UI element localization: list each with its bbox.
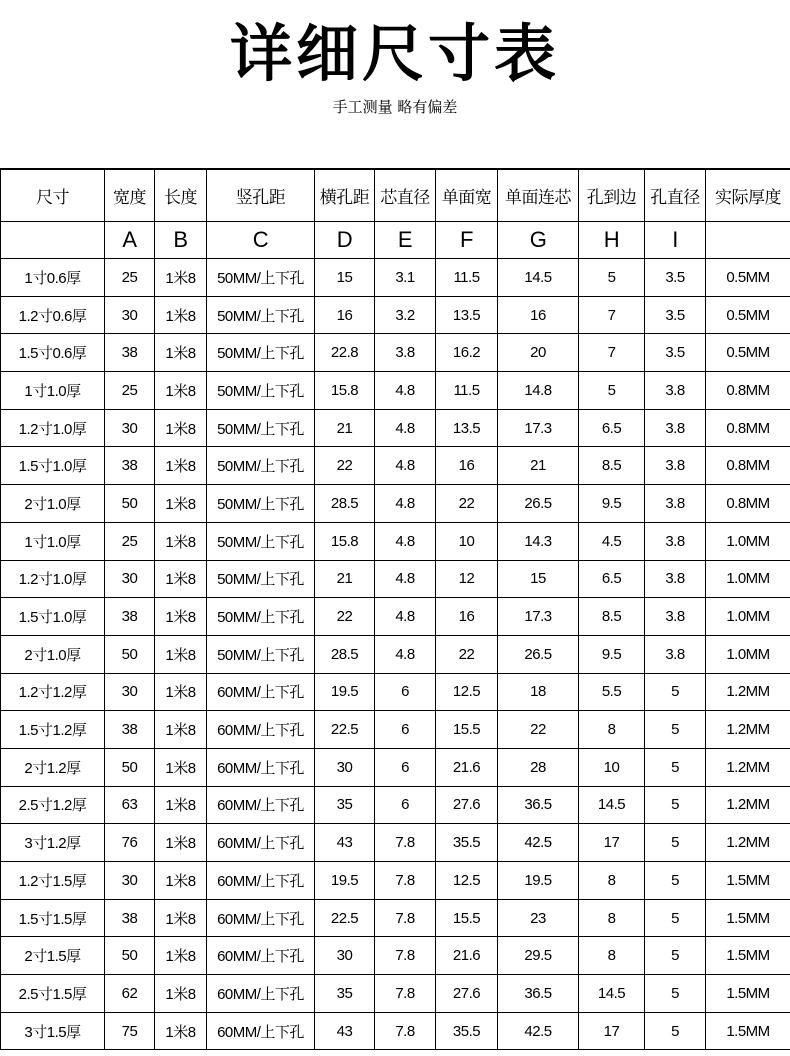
table-cell: 5 [645,899,706,937]
table-cell: 12 [436,560,498,598]
table-cell: 1.2MM [706,673,790,711]
table-cell: 21.6 [436,937,498,975]
table-cell: 1米8 [155,748,207,786]
table-cell: 7.8 [375,824,436,862]
column-letter: F [436,222,498,259]
table-cell: 1米8 [155,259,207,297]
table-cell: 1米8 [155,711,207,749]
table-cell: 50MM/上下孔 [207,259,315,297]
table-cell: 3.8 [645,522,706,560]
table-cell: 1.2寸1.2厚 [1,673,105,711]
table-cell: 8.5 [579,447,645,485]
table-cell: 60MM/上下孔 [207,748,315,786]
table-row [1,334,790,372]
column-letter: B [155,222,207,259]
table-cell: 6.5 [579,409,645,447]
table-cell: 1.2寸0.6厚 [1,296,105,334]
table-cell: 4.8 [375,447,436,485]
table-cell: 38 [105,899,155,937]
table-cell: 38 [105,447,155,485]
table-cell: 7 [579,334,645,372]
table-cell: 1.5寸1.5厚 [1,899,105,937]
table-cell: 15.5 [436,711,498,749]
table-cell: 1.2MM [706,711,790,749]
table-row [1,1012,790,1050]
table-cell: 16 [436,447,498,485]
table-cell: 1米8 [155,1012,207,1050]
table-cell: 22.8 [315,334,375,372]
column-letter: C [207,222,315,259]
table-cell: 1.0MM [706,635,790,673]
table-cell: 21 [315,560,375,598]
table-row [1,259,790,297]
table-cell: 13.5 [436,296,498,334]
page-title: 详细尺寸表 [229,17,560,90]
table-cell: 10 [579,748,645,786]
table-row [1,409,790,447]
table-cell: 1.0MM [706,598,790,636]
table-cell: 35.5 [436,1012,498,1050]
table-row [1,522,790,560]
table-cell: 21 [315,409,375,447]
table-cell: 21.6 [436,748,498,786]
table-cell: 4.8 [375,409,436,447]
table-cell: 25 [105,259,155,297]
table-cell: 18 [498,673,579,711]
table-cell: 60MM/上下孔 [207,824,315,862]
table-cell: 38 [105,334,155,372]
table-cell: 3.8 [645,372,706,410]
table-cell: 6.5 [579,560,645,598]
table-cell: 8 [579,937,645,975]
table-cell: 35 [315,975,375,1013]
table-cell: 1米8 [155,937,207,975]
table-cell: 22 [498,711,579,749]
table-cell: 4.8 [375,635,436,673]
table-cell: 1.2MM [706,786,790,824]
table-cell: 1米8 [155,824,207,862]
table-cell: 0.5MM [706,334,790,372]
table-cell: 0.5MM [706,259,790,297]
table-cell: 38 [105,711,155,749]
table-cell: 20 [498,334,579,372]
table-row [1,748,790,786]
column-letter: I [645,222,706,259]
table-cell: 1米8 [155,673,207,711]
table-cell: 25 [105,522,155,560]
table-cell: 50 [105,748,155,786]
table-row [1,937,790,975]
column-letter: D [315,222,375,259]
table-cell: 5 [645,862,706,900]
table-cell: 16.2 [436,334,498,372]
table-cell: 5 [645,748,706,786]
table-cell: 1寸0.6厚 [1,259,105,297]
table-cell: 1.5寸1.0厚 [1,447,105,485]
table-cell: 22 [315,598,375,636]
table-cell: 1米8 [155,334,207,372]
table-cell: 1.5寸1.2厚 [1,711,105,749]
table-cell: 50MM/上下孔 [207,409,315,447]
table-cell: 6 [375,748,436,786]
table-cell: 1.2寸1.0厚 [1,560,105,598]
table-cell: 15.5 [436,899,498,937]
table-cell: 3.5 [645,296,706,334]
table-cell: 3.1 [375,259,436,297]
table-cell: 1寸1.0厚 [1,522,105,560]
table-row [1,447,790,485]
table-cell: 1.5MM [706,937,790,975]
table-cell: 5 [645,975,706,1013]
table-cell: 17.3 [498,409,579,447]
table-cell: 22 [436,485,498,523]
table-cell: 43 [315,1012,375,1050]
table-cell: 8 [579,711,645,749]
table-cell: 3.5 [645,334,706,372]
table-cell: 23 [498,899,579,937]
table-cell: 19.5 [315,673,375,711]
table-cell: 63 [105,786,155,824]
table-cell: 50MM/上下孔 [207,447,315,485]
table-row [1,673,790,711]
table-cell: 3.8 [645,409,706,447]
table-cell: 8 [579,862,645,900]
table-cell: 3.8 [645,485,706,523]
table-cell: 60MM/上下孔 [207,786,315,824]
column-header: 单面宽 [436,169,498,222]
table-cell: 1米8 [155,296,207,334]
column-header: 长度 [155,169,207,222]
table-row [1,786,790,824]
table-cell: 4.8 [375,485,436,523]
table-cell: 50MM/上下孔 [207,560,315,598]
table-cell: 0.8MM [706,372,790,410]
table-cell: 1.0MM [706,560,790,598]
table-cell: 6 [375,711,436,749]
table-cell: 7 [579,296,645,334]
table-cell: 3.8 [645,635,706,673]
table-cell: 3.8 [645,447,706,485]
column-header: 竖孔距 [207,169,315,222]
table-cell: 7.8 [375,862,436,900]
table-cell: 43 [315,824,375,862]
table-cell: 1.5寸1.0厚 [1,598,105,636]
table-cell: 60MM/上下孔 [207,673,315,711]
table-cell: 9.5 [579,635,645,673]
table-cell: 1寸1.0厚 [1,372,105,410]
table-cell: 22.5 [315,899,375,937]
table-cell: 3.5 [645,259,706,297]
table-cell: 5 [645,786,706,824]
table-cell: 5 [645,673,706,711]
table-row [1,862,790,900]
table-cell: 1米8 [155,899,207,937]
table-cell: 5 [645,711,706,749]
table-cell: 14.3 [498,522,579,560]
table-cell: 60MM/上下孔 [207,711,315,749]
table-cell: 60MM/上下孔 [207,899,315,937]
table-cell: 1.2MM [706,748,790,786]
table-cell: 2寸1.2厚 [1,748,105,786]
table-cell: 62 [105,975,155,1013]
table-cell: 6 [375,673,436,711]
size-table [0,168,790,1050]
table-cell: 30 [315,937,375,975]
table-cell: 50MM/上下孔 [207,334,315,372]
table-cell: 30 [105,862,155,900]
table-cell: 28 [498,748,579,786]
table-cell: 11.5 [436,372,498,410]
table-cell: 22 [436,635,498,673]
table-cell: 7.8 [375,899,436,937]
table-cell: 1.5寸0.6厚 [1,334,105,372]
table-cell: 5 [579,259,645,297]
table-row [1,824,790,862]
table-cell: 3.8 [375,334,436,372]
table-cell: 30 [105,409,155,447]
table-cell: 1米8 [155,975,207,1013]
table-cell: 4.8 [375,560,436,598]
table-cell: 50 [105,635,155,673]
table-cell: 2.5寸1.5厚 [1,975,105,1013]
table-cell: 1米8 [155,862,207,900]
page-subtitle: 手工测量 略有偏差 [332,98,458,116]
table-cell: 4.5 [579,522,645,560]
table-cell: 26.5 [498,485,579,523]
table-cell: 14.5 [579,975,645,1013]
table-row [1,975,790,1013]
table-cell: 6 [375,786,436,824]
table-cell: 7.8 [375,975,436,1013]
table-cell: 5 [645,824,706,862]
table-cell: 19.5 [498,862,579,900]
table-cell: 17 [579,824,645,862]
table-cell: 36.5 [498,786,579,824]
table-cell: 27.6 [436,786,498,824]
table-cell: 1.5MM [706,899,790,937]
column-header: 孔到边 [579,169,645,222]
table-cell: 19.5 [315,862,375,900]
table-cell: 15.8 [315,522,375,560]
table-cell: 1.5MM [706,862,790,900]
table-row [1,485,790,523]
table-cell: 1.5MM [706,975,790,1013]
table-cell: 15.8 [315,372,375,410]
table-cell: 16 [436,598,498,636]
table-cell: 3.8 [645,560,706,598]
table-cell: 12.5 [436,862,498,900]
table-cell: 1米8 [155,786,207,824]
table-cell: 15 [315,259,375,297]
table-cell: 42.5 [498,824,579,862]
table-cell: 13.5 [436,409,498,447]
table-cell: 75 [105,1012,155,1050]
table-cell: 1米8 [155,409,207,447]
column-letter: A [105,222,155,259]
table-cell: 3.2 [375,296,436,334]
column-letter: E [375,222,436,259]
table-cell: 3寸1.5厚 [1,1012,105,1050]
table-cell: 35.5 [436,824,498,862]
table-cell: 1.2MM [706,824,790,862]
table-cell: 30 [105,296,155,334]
table-cell: 29.5 [498,937,579,975]
table-cell: 0.8MM [706,409,790,447]
table-cell: 50MM/上下孔 [207,372,315,410]
column-letter: G [498,222,579,259]
table-row [1,711,790,749]
table-cell: 50MM/上下孔 [207,522,315,560]
table-cell: 60MM/上下孔 [207,937,315,975]
table-cell: 0.8MM [706,485,790,523]
table-cell: 1米8 [155,598,207,636]
table-cell: 2寸1.0厚 [1,485,105,523]
table-cell: 5 [645,937,706,975]
table-cell: 3.8 [645,598,706,636]
table-cell: 14.5 [579,786,645,824]
table-cell: 26.5 [498,635,579,673]
table-cell: 1米8 [155,372,207,410]
table-cell: 36.5 [498,975,579,1013]
table-cell: 28.5 [315,635,375,673]
table-cell: 30 [105,560,155,598]
table-cell: 30 [105,673,155,711]
table-cell: 16 [498,296,579,334]
table-row [1,635,790,673]
table-cell: 1.2寸1.0厚 [1,409,105,447]
table-cell: 10 [436,522,498,560]
table-cell: 15 [498,560,579,598]
table-cell: 2寸1.5厚 [1,937,105,975]
table-cell: 4.8 [375,598,436,636]
table-cell: 35 [315,786,375,824]
table-cell: 2寸1.0厚 [1,635,105,673]
table-cell: 1.0MM [706,522,790,560]
table-cell: 22 [315,447,375,485]
column-header: 尺寸 [1,169,105,222]
table-cell: 11.5 [436,259,498,297]
table-cell: 8 [579,899,645,937]
table-cell: 38 [105,598,155,636]
table-cell: 9.5 [579,485,645,523]
column-letter [706,222,790,259]
table-cell: 1米8 [155,447,207,485]
table-cell: 5 [645,1012,706,1050]
table-cell: 1米8 [155,485,207,523]
letter-row [1,222,790,259]
table-cell: 50 [105,485,155,523]
table-cell: 1.2寸1.5厚 [1,862,105,900]
table-cell: 7.8 [375,1012,436,1050]
table-cell: 50MM/上下孔 [207,635,315,673]
table-row [1,899,790,937]
table-cell: 5 [579,372,645,410]
table-cell: 0.5MM [706,296,790,334]
table-cell: 60MM/上下孔 [207,1012,315,1050]
table-cell: 4.8 [375,522,436,560]
table-cell: 50 [105,937,155,975]
column-header: 单面连芯 [498,169,579,222]
table-cell: 1.5MM [706,1012,790,1050]
table-cell: 17 [579,1012,645,1050]
table-cell: 42.5 [498,1012,579,1050]
table-cell: 2.5寸1.2厚 [1,786,105,824]
table-cell: 14.5 [498,259,579,297]
table-cell: 4.8 [375,372,436,410]
table-cell: 5.5 [579,673,645,711]
column-header: 实际厚度 [706,169,790,222]
table-row [1,372,790,410]
table-cell: 3寸1.2厚 [1,824,105,862]
table-cell: 27.6 [436,975,498,1013]
table-cell: 60MM/上下孔 [207,862,315,900]
table-cell: 60MM/上下孔 [207,975,315,1013]
table-cell: 50MM/上下孔 [207,485,315,523]
table-cell: 22.5 [315,711,375,749]
table-cell: 12.5 [436,673,498,711]
column-header: 芯直径 [375,169,436,222]
table-cell: 17.3 [498,598,579,636]
table-row [1,296,790,334]
table-row [1,598,790,636]
table-cell: 28.5 [315,485,375,523]
table-cell: 76 [105,824,155,862]
column-header: 宽度 [105,169,155,222]
table-cell: 50MM/上下孔 [207,598,315,636]
table-cell: 0.8MM [706,447,790,485]
table-cell: 1米8 [155,560,207,598]
column-letter [1,222,105,259]
table-cell: 25 [105,372,155,410]
table-cell: 1米8 [155,522,207,560]
table-cell: 1米8 [155,635,207,673]
table-cell: 21 [498,447,579,485]
column-letter: H [579,222,645,259]
column-header: 孔直径 [645,169,706,222]
table-cell: 14.8 [498,372,579,410]
table-cell: 50MM/上下孔 [207,296,315,334]
header-row [1,169,790,222]
table-row [1,560,790,598]
table-cell: 30 [315,748,375,786]
column-header: 横孔距 [315,169,375,222]
table-cell: 16 [315,296,375,334]
table-cell: 7.8 [375,937,436,975]
table-cell: 8.5 [579,598,645,636]
